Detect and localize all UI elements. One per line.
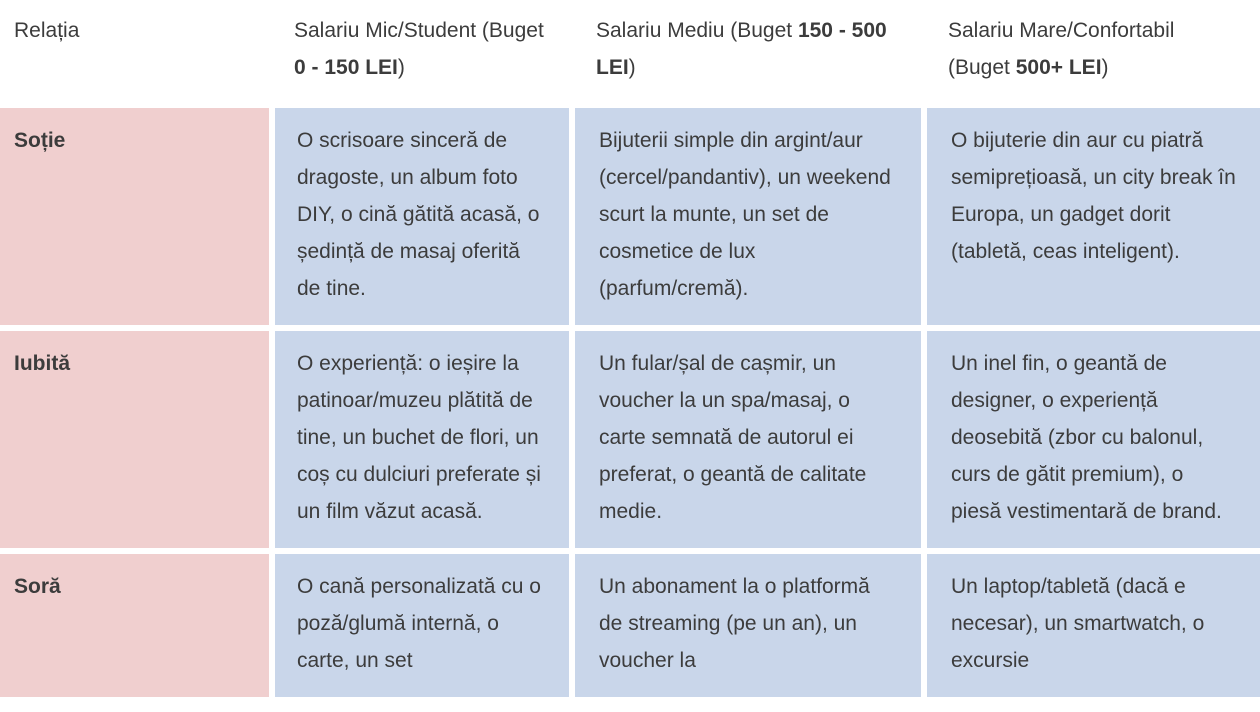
cell-mid-budget: Bijuterii simple din argint/aur (cercel/pandantiv), un weekend scurt la munte, un set de cosmetice de lux (parfum/cremă). <box>572 104 924 328</box>
column-header-high-budget <box>924 0 1260 104</box>
cell-low-budget: O cană personalizată cu o poză/glumă internă, o carte, un set <box>272 551 572 697</box>
column-header-high-budget-amount: 500+ LEI <box>1015 56 1102 79</box>
table-header-row <box>0 0 1260 104</box>
row-relation-label: Iubită <box>0 328 272 551</box>
column-header-high-budget-post: ) <box>1101 56 1109 79</box>
column-header-relation <box>0 0 272 104</box>
column-header-low-budget <box>272 0 572 104</box>
column-header-low-budget-post: ) <box>397 56 405 79</box>
cell-mid-budget: Un abonament la o platformă de streaming (pe un an), un voucher la <box>572 551 924 697</box>
cell-high-budget: Un laptop/tabletă (dacă e necesar), un smartwatch, o excursie <box>924 551 1260 697</box>
column-header-low-budget-amount: 0 - 150 LEI <box>294 56 398 79</box>
table-row <box>0 328 1260 551</box>
column-header-low-budget-pre: Salariu Mic/Student (Buget <box>294 19 544 42</box>
table-body <box>0 104 1260 697</box>
cell-low-budget: O scrisoare sinceră de dragoste, un album foto DIY, o cină gătită acasă, o ședință de masaj oferită de tine. <box>272 104 572 328</box>
table-row <box>0 551 1260 697</box>
row-relation-label: Soră <box>0 551 272 697</box>
column-header-mid-budget-post: ) <box>628 56 636 79</box>
column-header-mid-budget <box>572 0 924 104</box>
cell-mid-budget: Un fular/șal de cașmir, un voucher la un spa/masaj, o carte semnată de autorul ei preferat, o geantă de calitate medie. <box>572 328 924 551</box>
column-header-mid-budget-amount: 150 - 500 LEI <box>596 19 887 79</box>
table-header <box>0 0 1260 104</box>
cell-high-budget: Un inel fin, o geantă de designer, o experiență deosebită (zbor cu balonul, curs de gătit premium), o piesă vestimentară de brand. <box>924 328 1260 551</box>
column-header-high-budget-pre: Salariu Mare/Confortabil (Buget <box>948 19 1175 79</box>
column-header-relation-text: Relația <box>14 19 80 42</box>
row-relation-label: Soție <box>0 104 272 328</box>
cell-high-budget: O bijuterie din aur cu piatră semiprețioasă, un city break în Europa, un gadget dorit (tabletă, ceas inteligent). <box>924 104 1260 328</box>
table-row <box>0 104 1260 328</box>
cell-low-budget: O experiență: o ieșire la patinoar/muzeu plătită de tine, un buchet de flori, un coș cu dulciuri preferate și un film văzut acasă. <box>272 328 572 551</box>
column-header-mid-budget-pre: Salariu Mediu (Buget <box>596 19 798 42</box>
